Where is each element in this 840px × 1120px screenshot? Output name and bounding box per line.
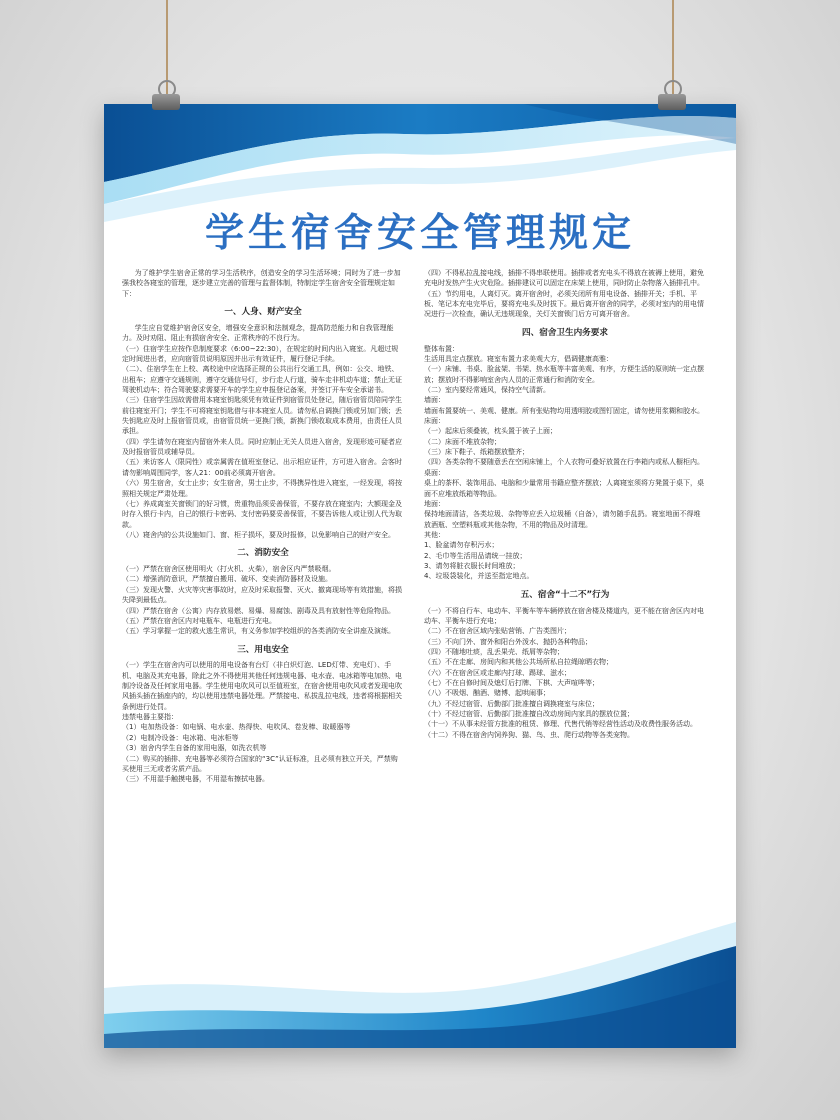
paragraph: 桌面： (424, 468, 445, 477)
binder-clip-icon (152, 80, 180, 112)
paragraph: 桌上的茶杯、装饰用品、电脑和少量常用书籍应整齐摆放；人离寝室须将方凳置于桌下，桌面不应堆放纸箱等物品。 (424, 479, 704, 498)
paragraph: （十）不经过宿管、后勤部门批准擅自改动房间内家具的摆放位置； (424, 710, 634, 719)
paragraph: （三）住宿学生因故需借用本寝室钥匙须凭有效证件到宿管员处登记，随后宿管员陪同学生前往寝室开门；学生不可将寝室钥匙借与非本寝室人员。请勿私自调换门锁或另加门锁；丢失钥匙应及时上报宿管员或，由宿管员统一更换门锁，新换门锁收取成本费用，由责任人员承担。 (122, 396, 402, 436)
paragraph: （2）电制冷设备：电冰箱、电冰柜等 (122, 733, 239, 742)
paragraph: 保持地面清洁，各类垃圾、杂物等应丢入垃圾桶（自备），请勿随手乱扔。寝室地面不得堆放酒瓶、空塑料瓶或其他杂物，不用的物品及时清理。 (424, 510, 701, 529)
paragraph: （四）不得私拉乱接电线，插排不得串联使用。插排或者充电头不得放在被褥上使用，避免充电时发热产生火灾危险。插排建议可以固定在床架上使用，同时防止杂物落入插排孔中。 (424, 269, 704, 288)
paragraph: （十二）不得在宿舍内饲养狗、猫、鸟、虫、爬行动物等各类宠物。 (424, 730, 634, 739)
paragraph: （七）不在自修时间及熄灯后打牌、下棋、大声喧哗等； (424, 679, 599, 688)
section-heading: 五、宿舍“十二不”行为 (520, 589, 610, 600)
paragraph: （七）养成离室关窗锁门的好习惯，贵重物品须妥善保管，不要存放在寝室内；大额现金及时存入银行卡内，自己的银行卡密码、支付密码要妥善保管，不要告诉他人或让别人代为取款。 (122, 499, 402, 529)
bottom-wave-decoration (104, 918, 736, 1048)
paragraph: （四）严禁在宿舍（公寓）内存放易燃、易爆、易腐蚀、剧毒及具有放射性等危险物品。 (122, 606, 395, 615)
paragraph: （五）不在走廊、房间内和其他公共场所私自拉绳晾晒衣物； (424, 658, 613, 667)
paragraph: 2、毛巾等生活用品请统一挂放； (424, 551, 527, 560)
paragraph: （3）宿舍内学生自备的家用电器，如洗衣机等 (122, 744, 267, 753)
paragraph: 违禁电器主要指： (122, 713, 178, 722)
section-heading: 二、消防安全 (237, 548, 289, 559)
paragraph: （九）不经过宿管、后勤部门批准擅自调换寝室与床位； (424, 699, 599, 708)
paragraph: （一）床铺、书桌、脸盆架、书架、热水瓶等丰富美观、有序，方便生活的原则统一定点摆放；摆放时不得影响室舍内人员的正常通行和消防安全。 (424, 365, 704, 384)
paragraph: （一）住宿学生应按作息制度要求（6:00~22:30），在规定的时间内出入寝室。凡超过规定时间进出者，应向宿管员说明原因并出示有效证件，履行登记手续。 (122, 344, 399, 363)
paragraph: （四）各类杂物不要随意丢在空闲床铺上，个人衣物可叠好放置在行李箱内或私人橱柜内。 (424, 458, 704, 467)
right-column (424, 268, 706, 740)
paragraph: （二）床面不堆放杂物； (424, 437, 501, 446)
left-column (122, 268, 404, 785)
paragraph: 其他： (424, 530, 445, 539)
paragraph: （三）不用湿手触摸电器，不用湿布擦拭电器。 (122, 775, 269, 784)
paragraph: （三）不向门外、窗外和阳台外泼水、抛扔各种物品； (424, 637, 592, 646)
paragraph: 4、垃圾袋装化，并送至指定地点。 (424, 572, 534, 581)
paragraph: （四）不随地吐痰，乱丢果壳、纸屑等杂物； (424, 647, 564, 656)
section-heading: 一、人身、财产安全 (224, 307, 302, 318)
section-heading: 三、用电安全 (237, 644, 289, 655)
paragraph: 地面： (424, 499, 445, 508)
paragraph: （四）学生请勿在寝室内留宿外来人员。同时应制止无关人员进入宿舍，发现形迹可疑者应及时报宿管员或辅导员。 (122, 437, 402, 457)
paragraph: 整体布置： (424, 344, 459, 353)
paragraph: （二）室内要经常通风，保持空气清新。 (424, 385, 550, 394)
paragraph: （一）不将自行车、电动车、平衡车等车辆停放在宿舍楼及楼道内，更不能在宿舍区内对电动车、平衡车进行充电； (424, 606, 704, 625)
paragraph: （六）男生宿舍，女士止步；女生宿舍，男士止步，不得携异性进入寝室，一经发现，将按照相关规定严肃处理。 (122, 479, 402, 498)
paragraph: 墙面布置要统一、美观、健康。所有张贴物均用透明胶或图钉固定，请勿使用浆糊和胶水。 (424, 406, 704, 415)
paragraph: （五）严禁在宿舍区内对电瓶车、电瓶进行充电。 (122, 616, 276, 625)
paragraph: （三）发现火警、火灾等灾害事故时，应及时采取报警、灭火、撤离现场等有效措施，将损失降到最低点。 (122, 585, 402, 605)
paragraph: （二）不在宿舍区域内张贴营销、广告类图片； (424, 627, 571, 636)
paragraph: （五）来访客人（限同性）或亲属需在值班室登记、出示相应证件，方可进入宿舍。会客时请勿影响周围同学，客人21：00前必须离开宿舍。 (122, 458, 402, 477)
paragraph: 生活用具定点摆放。寝室布置力求美观大方，倡调健康高雅： (424, 354, 613, 363)
paragraph: （五）节约用电，人离灯灭。离开宿舍时，必须关闭所有用电设备、插排开关；手机、平板、笔记本充电完毕后，要将充电头及时拔下。最后离开宿舍的同学，必须对室内的用电情况进行一次检查，确认无违规现象，关灯关窗锁门后方可离开宿舍。 (424, 289, 704, 319)
section-heading: 四、宿舍卫生内务要求 (522, 327, 608, 338)
paragraph: （六）不在宿舍区或走廊内打球、踢球、滋水； (424, 668, 571, 677)
paragraph: （八）不吸烟、酗酒、赌博、起哄闹事； (424, 689, 550, 698)
paragraph: （一）学生在宿舍内可以使用的用电设备有台灯（非白炽灯泡、LED灯带、充电灯）、手机、电脑及其充电器，除此之外不得使用其他任何违规电器、电水壶、电冰箱等电加热、电制冷设备及任何家用电器。学生使用电吹风可以至值班室，在宿舍使用电吹风或者发现电吹风插头插在插座内的，均以使用违禁电器处理。严禁接电、私拔乱拉电线，违者将根据相关条例进行处罚。 (122, 661, 402, 711)
paragraph: 床面： (424, 417, 445, 426)
paragraph: （一）起床后须叠被，枕头置于被子上面； (424, 427, 557, 436)
paragraph: 1、脸盆请勿存积污水； (424, 541, 499, 550)
paragraph: 学生应自觉维护宿舍区安全，增强安全意识和法制观念，提高防范能力和自我管理能力。及时劝阻、阻止有损宿舍安全、正常秩序的不良行为。 (122, 323, 394, 343)
binder-clip-icon (658, 80, 686, 112)
paragraph: 墙面： (424, 396, 445, 405)
paragraph: （五）学习掌握一定的救火逃生常识，有义务参加学校组织的各类消防安全讲座及演练。 (122, 627, 395, 636)
paragraph: 为了维护学生宿舍正常的学习生活秩序，创造安全的学习生活环境；同时为了进一步加强我校各寝室的管理，逐步建立完善的管理与监督体制，特制定学生宿舍安全管理规定如下： (122, 269, 401, 298)
paragraph: （二）、住宿学生在上校、离校途中应选择正规的公共出行交通工具，例如：公交、地铁、出租车；应遵守交通规则，遵守交通信号灯，步行走人行道，骑车走非机动车道；禁止无证驾驶机动车；符合驾驶要求需要开车的学生应申报登记备案，并签订开车安全承诺书。 (122, 365, 402, 394)
paragraph: （1）电加热设备：如电锅、电水壶、热得快、电吹风、卷发棒、取暖器等 (122, 723, 351, 732)
paragraph: 3、请勿将脏衣服长时间堆放； (424, 562, 520, 571)
poster-title: 学生宿舍安全管理规定 (204, 210, 635, 256)
paragraph: （十一）不从事未经管方批准的租赁、修理、代售代销等经营性活动及收费性服务活动。 (424, 720, 697, 729)
paragraph: （二）购买的插排、充电器等必须符合国家的“3C”认证标准，且必须有独立开关，严禁购买使用三无或者劣质产品。 (122, 754, 398, 773)
paragraph: （八）寝舍内的公共设施如门、窗、柜子损坏，要及时报修，以免影响自己的财产安全。 (122, 530, 395, 539)
paragraph: （二）增强消防意识，严禁擅自搬用、破坏、变卖消防器材及设施。 (122, 575, 332, 584)
poster (104, 104, 736, 1048)
paragraph: （三）床下鞋子、纸箱摆放整齐； (424, 448, 529, 457)
paragraph: （一）严禁在宿舍区使用明火（打火机、火柴），宿舍区内严禁吸烟。 (122, 565, 336, 574)
